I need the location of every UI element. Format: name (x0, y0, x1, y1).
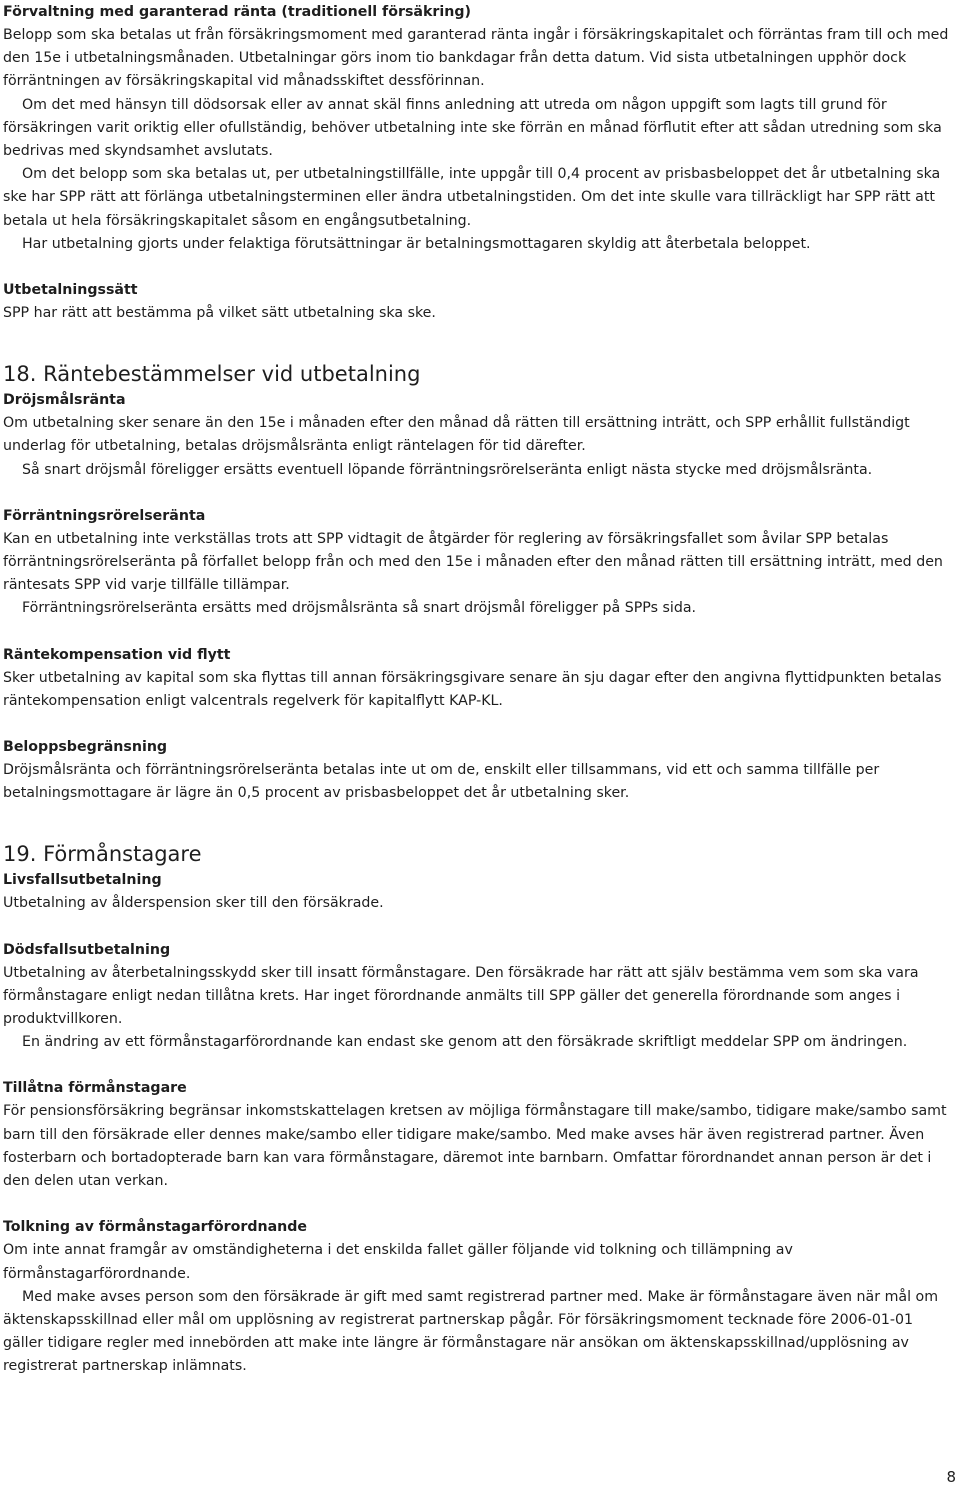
subsection-allowed-beneficiaries (3, 1077, 955, 1193)
section-heading-18: 18. Räntebestämmelser vid utbetalning (3, 362, 421, 387)
subsection-late-interest (3, 389, 955, 482)
paragraph: Utbetalning av återbetalningsskydd sker till insatt förmånstagare. Den försäkrade har rätt att själv bestämma vem som ska vara förmånstagare enligt nedan tillåtna krets. Har inget förordnande anmälts till SPP gäller det generella förordnande som anges i produktvillkoren. (3, 964, 919, 1028)
spacer (3, 1054, 955, 1077)
paragraph: SPP har rätt att bestämma på vilket sätt utbetalning ska ske. (3, 305, 436, 322)
section-payment-method (3, 279, 955, 325)
spacer (3, 621, 955, 644)
paragraph: Belopp som ska betalas ut från försäkringsmoment med garanterad ränta ingår i försäkringskapitalet och förräntas fram till och med den 15e i utbetalningsmånaden. Utbetalningar görs inom tio bankdagar från detta datum. Vid sista utbetalningen upphör dock förräntningen av försäkringskapital vid månadsskiftet dessförinnan. (3, 27, 949, 90)
subsection-title: Förvaltning med garanterad ränta (traditionell försäkring) (3, 4, 472, 20)
spacer (3, 805, 955, 839)
paragraph: Med make avses person som den försäkrade är gift med samt registrerad partner med. Make är förmånstagare även när mål om äktenskapsskillnad eller mål om upplösning av registrerat partnerskap pågår. För försäkringsmoment tecknade före 2006-01-01 gäller tidigare regler med innebörden att make inte längre är förmånstagare när ansökan om äktenskapsskillnad/upplösning av registrerat partnerskap inlämnats. (3, 1288, 939, 1375)
subsection-life-payout (3, 869, 955, 915)
paragraph: För pensionsförsäkring begränsar inkomstskattelagen kretsen av möjliga förmånstagare till make/sambo, tidigare make/sambo samt barn till den försäkrade eller dennes make/sambo eller tidigare make/sambo. Med make avses här även registrerad partner. Även fosterbarn och bortadopterade barn kan vara förmånstagare, däremot inte barnbarn. Omfattar förordnandet annan person är det i den delen utan verkan. (3, 1103, 947, 1190)
spacer (3, 1193, 955, 1216)
section-heading-19: 19. Förmånstagare (3, 842, 202, 867)
page-number: 8 (946, 1468, 956, 1486)
paragraph: En ändring av ett förmånstagarförordnande kan endast ske genom att den försäkrade skriftligt meddelar SPP om ändringen. (22, 1034, 908, 1051)
spacer (3, 325, 955, 359)
subsection-operating-interest (3, 505, 955, 621)
subsection-title: Dröjsmålsränta (3, 392, 126, 409)
paragraph: Om det med hänsyn till dödsorsak eller av annat skäl finns anledning att utreda om någon uppgift som lagts till grund för försäkringen varit oriktig eller ofullständig, behöver utbetalning inte ske förrän en månad förflutit efter att sådan utredning som ska bedrivas med skyndsamhet avslutats. (3, 96, 942, 160)
document-page (3, 0, 955, 1379)
spacer (3, 916, 955, 939)
paragraph: Dröjsmålsränta och förräntningsrörelseränta betalas inte ut om de, enskilt eller tillsammans, vid ett och samma tillfälle per betalningsmottagare är lägre än 0,5 procent av prisbasbeloppet det år utbetalning sker. (3, 762, 880, 802)
section-guaranteed-interest (3, 0, 955, 256)
subsection-death-payout (3, 939, 955, 1055)
subsection-title: Beloppsbegränsning (3, 739, 168, 756)
subsection-interpretation (3, 1216, 955, 1378)
subsection-title: Förräntningsrörelseränta (3, 507, 206, 524)
paragraph: Om det belopp som ska betalas ut, per utbetalningstillfälle, inte uppgår till 0,4 procent av prisbasbeloppet det år utbetalning ska ske har SPP rätt att förlänga utbetalningsterminen eller ändra utbetalningstiden. Om det inte skulle vara tillräckligt har SPP rätt att betala ut hela försäkringskapitalet såsom en engångsutbetalning. (3, 166, 941, 229)
subsection-amount-limit (3, 736, 955, 805)
subsection-title: Tillåtna förmånstagare (3, 1080, 187, 1097)
paragraph: Förräntningsrörelseränta ersätts med dröjsmålsränta så snart dröjsmål föreligger på SPPs sida. (22, 600, 697, 617)
paragraph: Så snart dröjsmål föreligger ersätts eventuell löpande förräntningsrörelseränta enligt nästa stycke med dröjsmålsränta. (22, 461, 873, 478)
paragraph: Om inte annat framgår av omständigheterna i det enskilda fallet gäller följande vid tolkning och tillämpning av förmånstagarförordnande. (3, 1242, 793, 1282)
spacer (3, 713, 955, 736)
paragraph: Utbetalning av ålderspension sker till den försäkrade. (3, 895, 384, 912)
spacer (3, 482, 955, 505)
subsection-title: Tolkning av förmånstagarförordnande (3, 1219, 308, 1236)
paragraph: Sker utbetalning av kapital som ska flyttas till annan försäkringsgivare senare än sju dagar efter den angivna flyttidpunkten betalas räntekompensation enligt valcentrals regelverk för kapitalflytt KAP-KL. (3, 669, 942, 709)
subsection-interest-compensation (3, 644, 955, 713)
subsection-title: Utbetalningssätt (3, 282, 138, 299)
subsection-title: Dödsfallsutbetalning (3, 941, 171, 958)
paragraph: Kan en utbetalning inte verkställas trots att SPP vidtagit de åtgärder för reglering av försäkringsfallet som åvilar SPP betalas förräntningsrörelseränta på förfallet belopp från och med den 15e i månaden efter den månad rätten till ersättning inträtt, med den räntesats SPP vid varje tillfälle tillämpar. (3, 530, 943, 594)
subsection-title: Räntekompensation vid flytt (3, 646, 231, 663)
subsection-title: Livsfallsutbetalning (3, 872, 162, 889)
paragraph: Har utbetalning gjorts under felaktiga förutsättningar är betalningsmottagaren skyldig att återbetala beloppet. (22, 235, 811, 252)
spacer (3, 256, 955, 279)
paragraph: Om utbetalning sker senare än den 15e i månaden efter den månad då rätten till ersättning inträtt, och SPP erhållit fullständigt underlag för utbetalning, betalas dröjsmålsränta enligt räntelagen för tid därefter. (3, 415, 910, 455)
